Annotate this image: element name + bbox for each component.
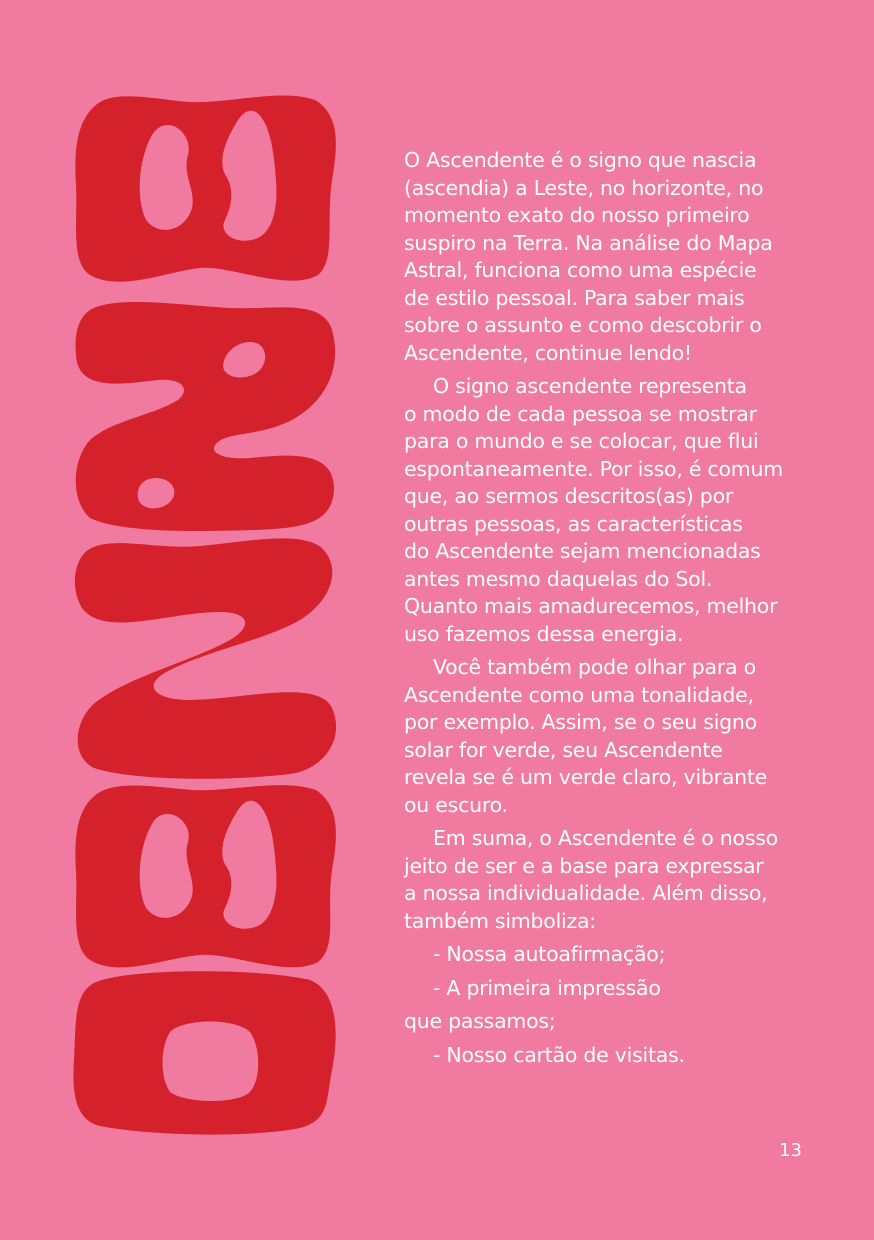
letter-s-shape — [76, 302, 336, 531]
paragraph-4: Em suma, o Ascendente é o nosso jeito de ser e a base para expressar a nossa individualidade. Além disso, também simboliza: — [404, 826, 778, 933]
paragraph-2: O signo ascendente representa o modo de cada pessoa se mostrar para o mundo e se colocar, que flui espontaneamente. Por isso, é comum que, ao sermos descritos(as) por outras pessoas, as características do Ascendente sejam mencionadas antes mesmo daquelas do Sol. Quanto mais amadurecemos, melhor uso fazemos dessa energia. — [404, 374, 783, 646]
paragraph-3: Você também pode olhar para o Ascendente como uma tonalidade, por exemplo. Assim, se o seu signo solar for verde, seu Ascendente revela se é um verde claro, vibrante ou escuro. — [404, 655, 768, 817]
letter-n-shape — [75, 538, 336, 778]
paragraph-1: O Ascendente é o signo que nascia (ascendia) a Leste, no horizonte, no momento exato do nosso primeiro suspiro na Terra. Na análise do Mapa Astral, funciona como uma espécie de estilo pessoal. Para saber mais sobre o assunto e como descobrir o Ascendente, continue lendo! — [404, 148, 773, 365]
list-item-cartao-de-visitas: - Nosso cartão de visitas. — [433, 1042, 685, 1067]
body-text — [404, 147, 804, 1075]
list-item-primeira-impressao: - A primeira impressão — [433, 975, 661, 1000]
decorative-word-leste — [60, 80, 350, 1140]
page-number: 13 — [779, 1140, 802, 1161]
list-item-autoafirmacao: - Nossa autoafirmação; — [433, 942, 666, 966]
list-item-primeira-impressao-continued: que passamos; — [404, 1009, 556, 1033]
letter-e-bottom-shape — [75, 785, 335, 967]
letter-e-top-shape — [75, 95, 335, 281]
letter-l-shape — [73, 971, 335, 1134]
leste-lettering-graphic — [60, 80, 350, 1140]
